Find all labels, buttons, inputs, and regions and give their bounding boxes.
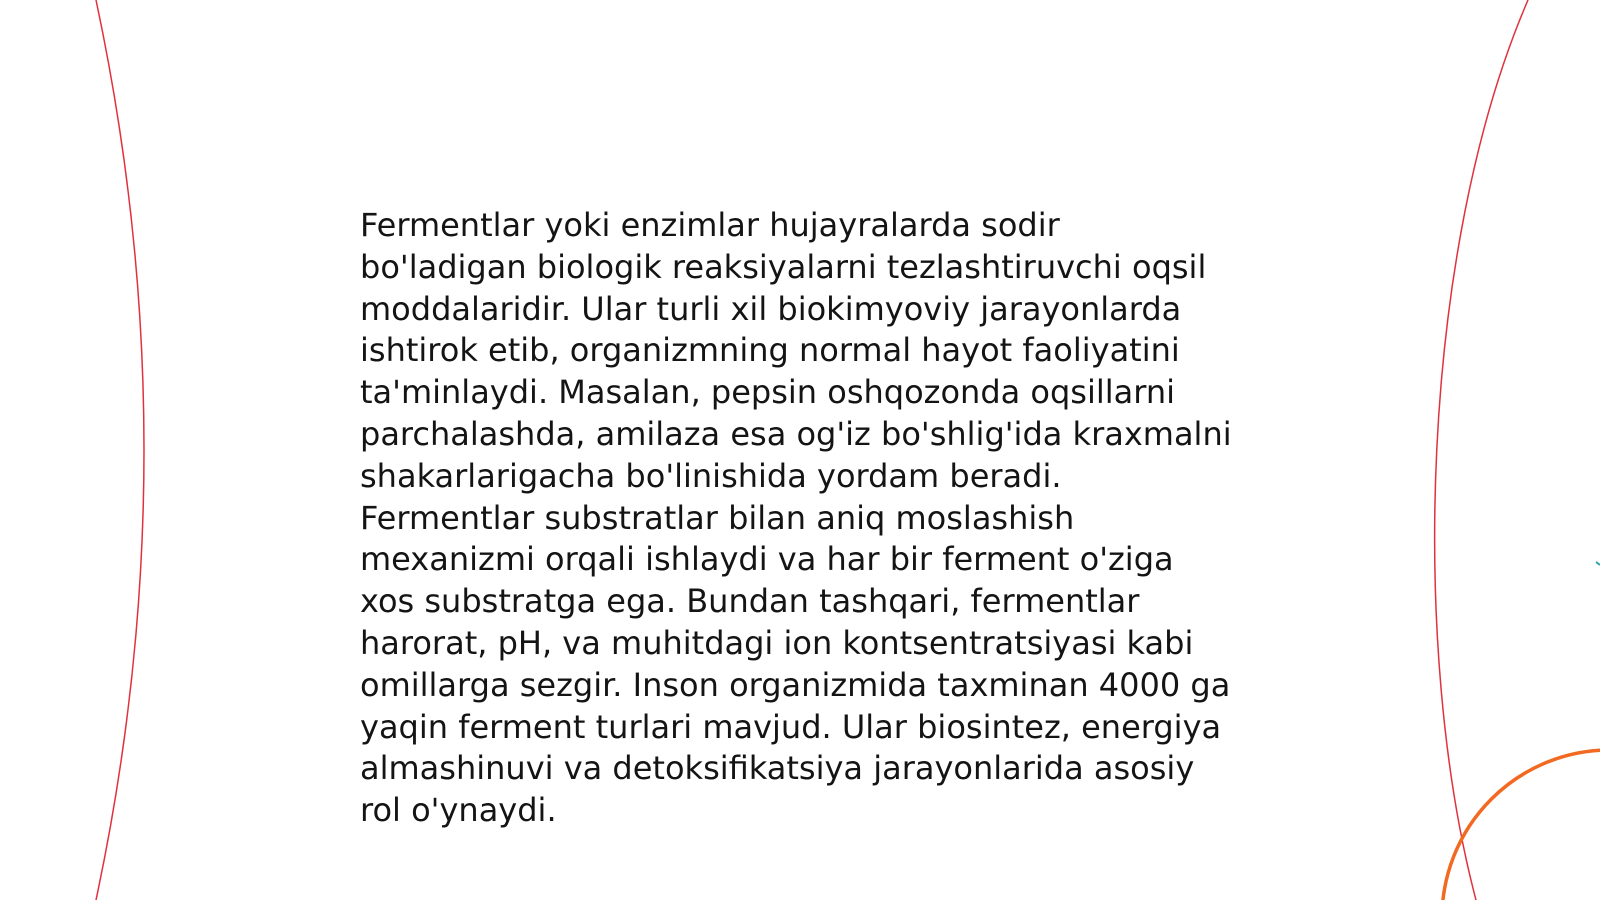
paragraph-line: almashinuvi va detoksifikatsiya jarayonlarida asosiy xyxy=(360,749,1195,788)
paragraph-line: yaqin ferment turlari mavjud. Ular biosintez, energiya xyxy=(360,707,1222,746)
paragraph-line: Fermentlar yoki enzimlar hujayralarda sodir xyxy=(360,206,1060,244)
slide-text-block xyxy=(360,205,1260,832)
paragraph-line: ta'minlaydi. Masalan, pepsin oshqozonda oqsillarni xyxy=(360,373,1176,412)
paragraph-line: moddalaridir. Ular turli xil biokimyoviy jarayonlarda xyxy=(360,289,1182,328)
orange-circle-arc xyxy=(1442,750,1600,900)
paragraph-line: parchalashda, amilaza esa og'iz bo'shlig'ida kraxmalni xyxy=(360,414,1232,453)
paragraph-line: rol o'ynaydi. xyxy=(360,791,557,830)
paragraph-line: bo'ladigan biologik reaksiyalarni tezlashtiruvchi oqsil xyxy=(360,247,1207,286)
right-red-curve xyxy=(1435,0,1528,900)
body-paragraph xyxy=(360,205,1260,832)
paragraph-line: shakarlarigacha bo'linishida yordam beradi. xyxy=(360,456,1062,495)
paragraph-line: mexanizmi orqali ishlaydi va har bir ferment o'ziga xyxy=(360,540,1174,579)
paragraph-line: xos substratga ega. Bundan tashqari, fermentlar xyxy=(360,582,1140,621)
teal-accent-mark xyxy=(1596,562,1600,565)
left-red-curve xyxy=(96,0,144,900)
paragraph-line: harorat, pH, va muhitdagi ion kontsentratsiyasi kabi xyxy=(360,623,1194,662)
paragraph-line: omillarga sezgir. Inson organizmida taxminan 4000 ga xyxy=(360,665,1231,704)
paragraph-line: ishtirok etib, organizmning normal hayot faoliyatini xyxy=(360,331,1180,370)
paragraph-line: Fermentlar substratlar bilan aniq moslashish xyxy=(360,498,1075,537)
